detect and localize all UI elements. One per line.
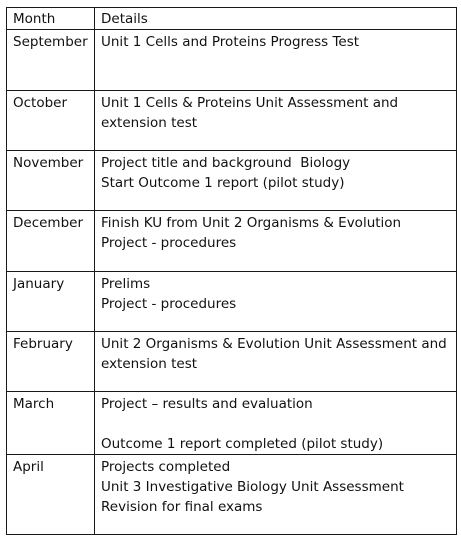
details-cell <box>95 211 457 272</box>
details-line: Project title and background Biology <box>101 155 351 171</box>
table-header-row <box>7 8 457 30</box>
details-cell <box>95 30 457 91</box>
details-line: Unit 2 Organisms & Evolution Unit Assessment and <box>101 336 447 352</box>
details-line: Project - procedures <box>101 296 237 312</box>
month-cell: February <box>7 332 95 392</box>
details-line: Prelims <box>101 276 151 292</box>
details-line: extension test <box>101 356 198 372</box>
details-line: Unit 1 Cells & Proteins Unit Assessment and <box>101 95 399 111</box>
details-line: Unit 1 Cells and Proteins Progress Test <box>101 34 360 50</box>
month-cell: January <box>7 272 95 332</box>
details-cell <box>95 151 457 211</box>
table-row <box>7 392 457 455</box>
details-line: Projects completed <box>101 459 231 475</box>
schedule-table <box>6 7 457 535</box>
details-line: Unit 3 Investigative Biology Unit Assessment <box>101 479 404 495</box>
details-line: Project - procedures <box>101 235 237 251</box>
table-row <box>7 30 457 91</box>
details-line: Outcome 1 report completed (pilot study) <box>101 436 384 452</box>
details-cell <box>95 272 457 332</box>
details-line: Start Outcome 1 report (pilot study) <box>101 175 345 191</box>
details-cell <box>95 332 457 392</box>
table-row <box>7 455 457 535</box>
month-cell: March <box>7 392 95 455</box>
details-cell <box>95 91 457 151</box>
details-cell <box>95 392 457 455</box>
table-row <box>7 91 457 151</box>
table-row <box>7 332 457 392</box>
details-line: extension test <box>101 115 198 131</box>
month-cell: November <box>7 151 95 211</box>
details-line: Project – results and evaluation <box>101 396 313 412</box>
table-row <box>7 151 457 211</box>
table-row <box>7 211 457 272</box>
header-month: Month <box>7 8 95 30</box>
details-line: Revision for final exams <box>101 499 263 515</box>
month-cell: April <box>7 455 95 535</box>
month-cell: October <box>7 91 95 151</box>
details-line <box>101 414 451 434</box>
header-details: Details <box>95 8 457 30</box>
month-cell: September <box>7 30 95 91</box>
month-cell: December <box>7 211 95 272</box>
details-line: Finish KU from Unit 2 Organisms & Evolution <box>101 215 402 231</box>
details-cell <box>95 455 457 535</box>
table-row <box>7 272 457 332</box>
